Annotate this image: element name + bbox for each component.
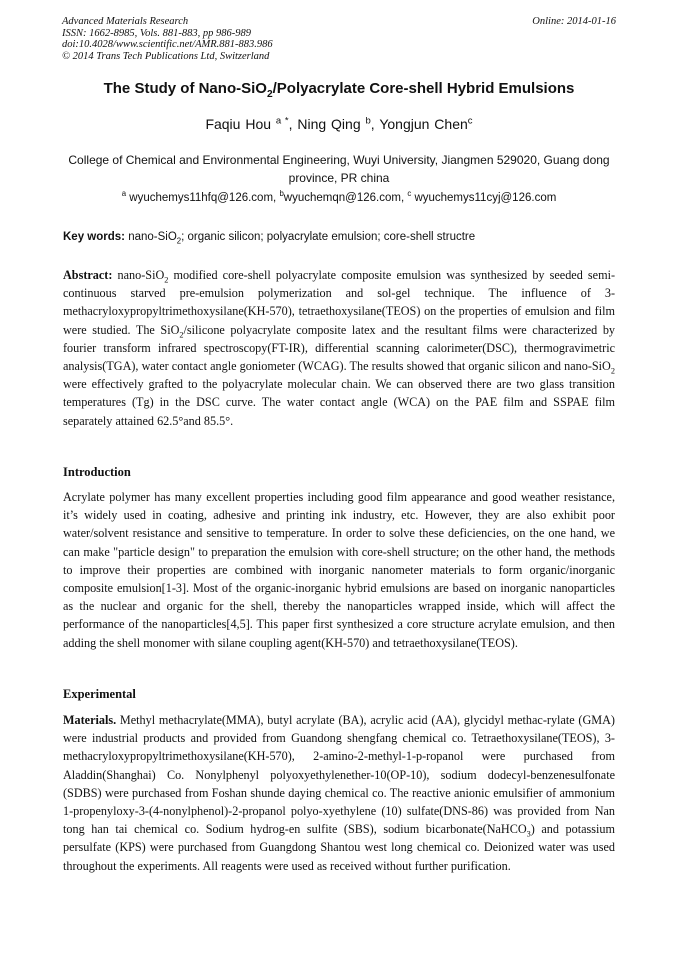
journal-doi: doi:10.4028/www.scientific.net/AMR.881-883.986: [62, 39, 273, 51]
keywords: Key words: nano-SiO$_2$; organic silicon; polyacrylate emulsion; core-shell structre: [63, 231, 476, 246]
author-2: Ning Qing $^b$,: [297, 115, 380, 132]
online-date: Online: 2014-01-16: [532, 16, 616, 27]
abstract-label: Abstract:: [63, 268, 113, 282]
materials-label: Materials.: [63, 713, 117, 727]
author-3: Yongjun Chen$^c$: [379, 115, 473, 132]
materials-paragraph: Materials. Methyl methacrylate(MMA), butyl acrylate (BA), acrylic acid (AA), glycidyl methac-rylate (GMA) were industrial products and provided from Guandong shengfang chemical co. Tetraethoxysilane(TEOS), 3-methacryloxypropyltrimethoxysilane(KH-570), 2-amino-2-methyl-1-p-ropanol were purchased from Aladdin(Shanghai) Co. Nonylphenyl polyoxyethylenether-10(OP-10), sodium dodecyl-benzenesulfonate (SDBS) were purchased from Foshan shunde daying chemical co. The reactive anionic emulsifier of ammonium 1-propenyloxy-3-(4-nonylphenol)-2-propanol polyo-xyethylene (10) sulfate(DNS-86) was provided from Nan tong han tai chemical co. Sodium hydrog-en sulfite (SBS), sodium bicarbonate(NaHCO$_3$) and potassium persulfate (KPS) were purchased from Guangdong Shantou west long chemical co. Deionized water was used throughout the experiments. All reagents were used as received without further purification.: [63, 713, 615, 873]
affiliation: College of Chemical and Environmental Engineering, Wuyi University, Jiangmen 529020, Guang dong province, PR china: [68, 153, 610, 185]
journal-issn: ISSN: 1662-8985, Vols. 881-883, pp 986-989: [62, 27, 251, 39]
abstract-paragraph: Abstract: nano-SiO$_2$ modified core-shell polyacrylate composite emulsion was synthesized by seeded semi-continuous starved pre-emulsion polymerization and sol-gel technique. The influence of 3-methacryloxypropyltrimethoxysilane(KH-570), tetraethoxysilane(TEOS) on the properties of emulsion and film were studied. The SiO$_2$/silicone polyacrylate composite latex and the resultant films were characterized by fourier transform infrared spectroscopy(FT-IR), differential scanning calorimeter(DSC), thermogravimetric analysis(TGA), water contact angle goniometer (WCAG). The results showed that organic silicon and nano-SiO$_2$ were effectively grafted to the polyacrylate molecular chain. We can observed there are two glass transition temperatures (Tg) in the DSC curve. The water contact angle (WCA) on the PAE film and SSPAE film separately attained 62.5°and 85.5°.: [63, 268, 616, 428]
keywords-label: Key words:: [63, 231, 125, 243]
introduction-heading: Introduction: [63, 465, 131, 479]
experimental-heading: Experimental: [63, 687, 136, 701]
author-emails: $^a$ wyuchemys11hfq@126.com, $^b$wyuchemqn@126.com, $^c$ wyuchemys11cyj@126.com: [121, 189, 557, 204]
author-list: [40, 116, 638, 132]
journal-name: Advanced Materials Research: [62, 16, 189, 27]
paper-title: The Study of Nano-SiO$_2$/Polyacrylate Core-shell Hybrid Emulsions: [103, 80, 575, 100]
author-1: Faqiu Hou $^{a *}$,: [205, 115, 298, 132]
introduction-paragraph: Acrylate polymer has many excellent properties including good film appearance and good weather resistance, it’s widely used in coating, adhesive and printing ink industry, etc. However, they are also exhibit poor water/solvent resistance and sensitive to temperature. In order to solve these deficiencies, on the one hand, we can make "particle design" to preparation the emulsion with core-shell structure; on the other hand, the methods to improve their properties are combined with inorganic nanometer materials to form organic/inorganic composite emulsion[1-3]. Most of the organic-inorganic hybrid emulsions are based on inorganic nanoparticles as the nuclear and organic for the shell, thereby the nanoparticles wrapped inside, which will affect the performance of the nanoparticles[4,5]. This paper first synthesized a core structure acrylate emulsion, and then adding the shell monomer with silane coupling agent(KH-570) and tetraethoxysilane(TEOS).: [63, 490, 615, 650]
journal-header: [62, 16, 616, 62]
journal-copyright: © 2014 Trans Tech Publications Ltd, Switzerland: [62, 50, 270, 62]
